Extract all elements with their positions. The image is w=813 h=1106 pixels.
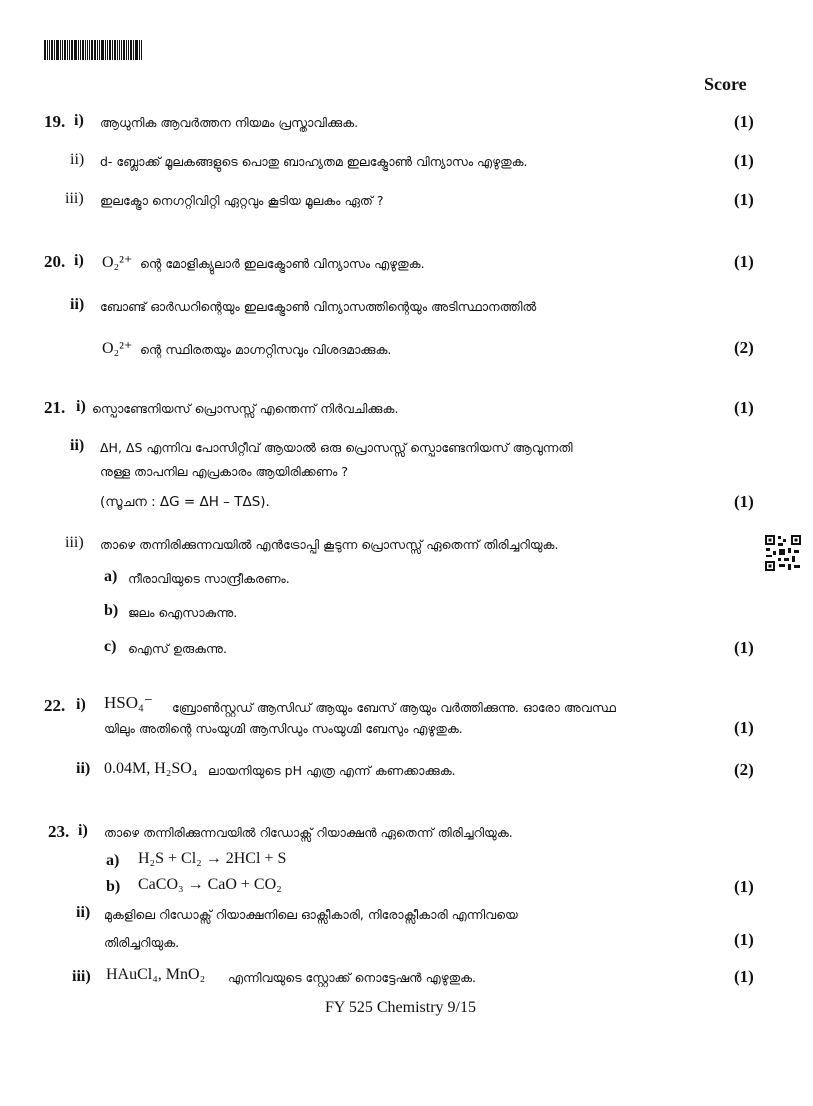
part-label: ii) — [76, 760, 91, 777]
part-label: i) — [76, 696, 86, 713]
part-label: i) — [76, 398, 86, 415]
formula: HSO₄⁻ — [104, 693, 153, 712]
hint-text: (സൂചന : ΔG = ΔH – TΔS). — [100, 494, 270, 510]
formula: O₂²⁺ — [102, 254, 133, 271]
question-text: തിരിച്ചറിയുക. — [104, 935, 180, 950]
mark: (1) — [734, 252, 754, 271]
question-number: 23. — [48, 822, 70, 841]
question-text: ആധുനിക ആവർത്തന നിയമം പ്രസ്താവിക്കുക. — [100, 115, 359, 130]
mark: (1) — [734, 638, 754, 657]
question-number: 21. — [44, 398, 66, 417]
mark: (1) — [734, 930, 754, 949]
question-text: ന്റെ സ്ഥിരതയും മാഗ്നറ്റിസവും വിശദമാക്കുക. — [140, 342, 392, 357]
part-label: ii) — [70, 437, 85, 454]
mark: (1) — [734, 398, 754, 417]
equation: H₂S + Cl₂ → 2HCl + S — [138, 850, 287, 867]
question-text: എന്നിവയുടെ സ്റ്റോക്ക് നൊട്ടേഷൻ എഴുതുക. — [228, 970, 477, 985]
question-text: നുള്ള താപനില എപ്രകാരം ആയിരിക്കണം ? — [100, 464, 349, 479]
page-footer: FY 525 Chemistry 9/15 — [325, 999, 476, 1016]
option-text: ഐസ് ഉരുകുന്നു. — [128, 641, 227, 656]
question-text: ബോണ്ട് ഓർഡറിന്റെയും ഇലക്ട്രോൺ വിന്യാസത്തിന്റെയും അടിസ്ഥാനത്തിൽ — [100, 299, 537, 314]
question-number: 20. — [44, 252, 66, 271]
question-text: ലായനിയുടെ pH എത്ര എന്ന് കണക്കാക്കുക. — [208, 763, 456, 778]
question-text: ന്റെ മോളിക്യുലാർ ഇലക്ട്രോൺ വിന്യാസം എഴുതുക. — [140, 256, 425, 271]
mark: (1) — [734, 190, 754, 209]
mark: (1) — [734, 877, 754, 896]
part-label: iii) — [65, 190, 84, 207]
option-label: b) — [104, 602, 119, 619]
option-label: b) — [106, 878, 121, 895]
equation: CaCO₃ → CaO + CO₂ — [138, 876, 282, 893]
mark: (1) — [734, 112, 754, 131]
question-text: ബ്രോൺസ്റ്റഡ് ആസിഡ് ആയും ബേസ് ആയും വർത്തിക്കുന്നു. ഓരോ അവസ്ഥ — [172, 700, 616, 715]
mark: (1) — [734, 151, 754, 170]
question-text: ഇലക്ട്രോ നെഗറ്റിവിറ്റി ഏറ്റവും കൂടിയ മൂലകം ഏത് ? — [100, 193, 384, 208]
option-text: ജലം ഐസാകുന്നു. — [128, 605, 238, 620]
part-label: i) — [78, 822, 88, 839]
option-label: a) — [104, 568, 118, 585]
question-number: 22. — [44, 696, 66, 715]
mark: (2) — [734, 760, 754, 779]
mark: (1) — [734, 492, 754, 511]
question-text: താഴെ തന്നിരിക്കുന്നവയിൽ റിഡോക്സ് റിയാക്ഷൻ ഏതെന്ന് തിരിച്ചറിയുക. — [104, 825, 513, 840]
part-label: ii) — [70, 151, 85, 168]
question-number: 19. — [44, 112, 66, 131]
part-label: iii) — [65, 534, 84, 551]
formula: O₂²⁺ — [102, 340, 133, 357]
part-label: i) — [74, 252, 84, 269]
question-text: താഴെ തന്നിരിക്കുന്നവയിൽ എൻട്രോപ്പി കൂടുന്ന പ്രൊസസ്സ് ഏതെന്ന് തിരിച്ചറിയുക. — [100, 537, 559, 552]
question-text: d- ബ്ലോക്ക് മൂലകങ്ങളുടെ പൊതു ബാഹ്യതമ ഇലക്ട്രോൺ വിന്യാസം എഴുതുക. — [100, 154, 528, 169]
question-text: ΔH, ΔS എന്നിവ പോസിറ്റീവ് ആയാൽ ഒരു പ്രൊസസ്സ് സ്പൊണ്ടേനിയസ് ആവുന്നതി — [100, 440, 573, 455]
part-label: i) — [74, 112, 84, 129]
option-label: c) — [104, 638, 117, 655]
part-label: ii) — [76, 904, 91, 921]
question-text: മുകളിലെ റിഡോക്സ് റിയാക്ഷനിലെ ഓക്സീകാരി, നിരോക്സീകാരി എന്നിവയെ — [104, 907, 518, 922]
score-heading: Score — [704, 74, 747, 94]
mark: (1) — [734, 967, 754, 986]
formula: HAuCl₄, MnO₂ — [106, 966, 206, 983]
question-text: സ്പൊണ്ടേനിയസ് പ്രൊസസ്സ് എന്തെന്ന് നിർവചിക്കുക. — [92, 401, 399, 416]
option-text: നീരാവിയുടെ സാന്ദ്രീകരണം. — [128, 571, 290, 586]
option-label: a) — [106, 852, 120, 869]
part-label: iii) — [72, 968, 91, 985]
barcode-image — [44, 40, 148, 60]
formula: 0.04M, H₂SO₄ — [104, 760, 198, 777]
mark: (1) — [734, 718, 754, 737]
part-label: ii) — [70, 296, 85, 313]
qr-code-icon — [764, 534, 802, 572]
question-text: യിലും അതിന്റെ സംയുഗ്മി ആസിഡും സംയുഗ്മി ബേസും എഴുതുക. — [104, 721, 463, 736]
mark: (2) — [734, 338, 754, 357]
